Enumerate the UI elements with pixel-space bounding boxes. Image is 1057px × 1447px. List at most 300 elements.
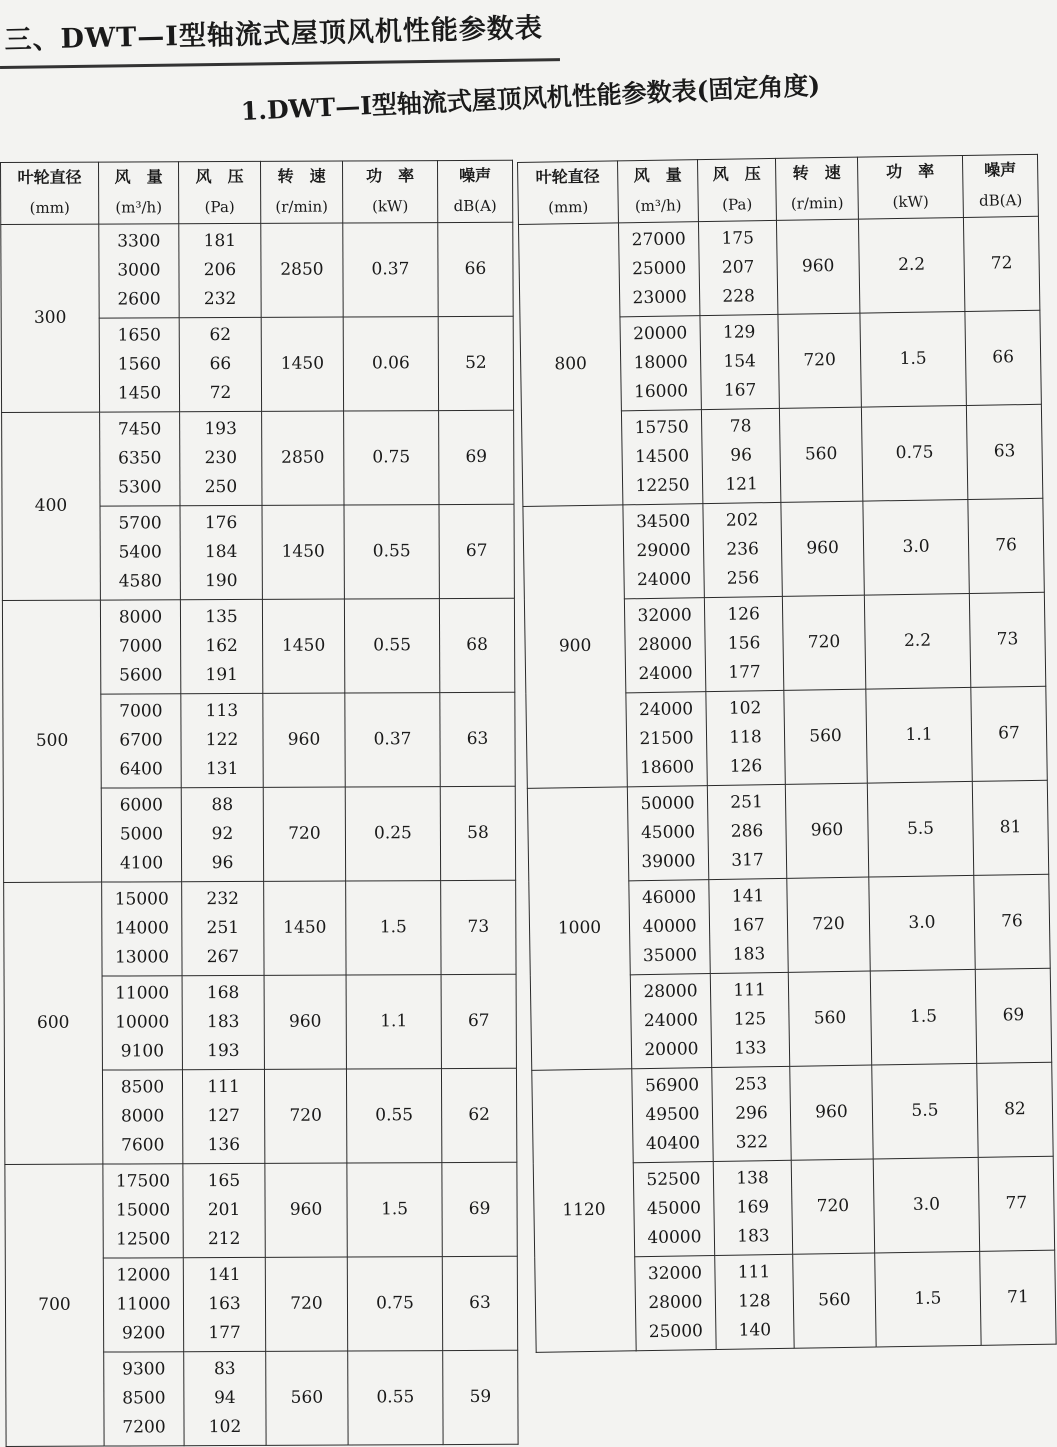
power-cell: 3.0 [869,875,975,971]
power-cell: 0.75 [344,410,439,504]
flow-value: 1650 [117,325,161,346]
pressure-value: 183 [732,943,766,965]
power-cell: 1.5 [860,311,966,407]
pressure-value: 126 [727,604,761,625]
noise-cell: 69 [439,410,514,504]
pressure-value: 167 [732,914,765,936]
table-row [523,498,1044,600]
flow-value: 7450 [117,419,162,440]
pressure-cell [700,314,779,409]
flow-value: 24000 [643,1010,699,1031]
pressure-value: 113 [205,700,239,721]
pressure-value: 267 [206,946,240,967]
flow-cell [99,318,179,412]
impeller-diameter-cell: 500 [2,600,101,882]
flow-cell [101,693,181,787]
pressure-value: 165 [207,1170,241,1191]
noise-cell: 77 [978,1156,1054,1251]
speed-cell: 560 [793,1253,876,1348]
noise-cell: 59 [443,1350,518,1444]
flow-value: 13000 [114,947,170,968]
pressure-value: 140 [738,1319,772,1341]
header-noise: 噪声 dB(A) [437,160,512,222]
pressure-cell [183,1163,265,1257]
flow-value: 28000 [643,981,698,1002]
noise-cell: 67 [439,504,514,598]
pressure-value: 168 [206,982,240,1003]
pressure-cell [179,317,261,411]
header-pressure: 风 压 (Pa) [179,161,261,223]
flow-value: 3000 [117,260,161,281]
noise-cell: 69 [975,968,1051,1063]
pressure-value: 184 [204,541,238,562]
header-power: 功 率 (kW) [857,156,963,219]
flow-value: 52500 [646,1169,701,1190]
pressure-cell [710,972,789,1067]
noise-cell: 58 [440,786,515,880]
header-flow: 风 量 (m³/h) [99,162,179,224]
flow-value: 5000 [119,824,164,845]
flow-value: 2600 [117,289,161,310]
flow-value: 10000 [115,1012,170,1033]
flow-value: 24000 [638,699,694,720]
pressure-value: 230 [204,447,238,468]
flow-value: 11000 [116,1294,171,1315]
pressure-cell [180,411,262,505]
pressure-value: 177 [728,662,761,683]
pressure-value: 193 [207,1040,240,1061]
flow-value: 32000 [647,1263,703,1284]
pressure-value: 102 [728,698,762,719]
flow-value: 40000 [642,916,697,937]
flow-value: 15750 [634,417,689,438]
flow-value: 9300 [122,1359,166,1380]
pressure-value: 66 [209,353,232,374]
flow-value: 7200 [122,1417,166,1438]
pressure-value: 118 [729,727,762,748]
flow-value: 56900 [644,1075,700,1096]
pressure-cell [182,975,264,1069]
flow-value: 11000 [115,983,170,1004]
pressure-value: 251 [730,792,763,813]
pressure-value: 133 [734,1037,767,1059]
pressure-value: 212 [207,1228,241,1249]
speed-cell: 960 [263,693,345,787]
speed-cell: 560 [779,407,862,502]
noise-cell: 76 [974,874,1050,969]
impeller-diameter-cell: 900 [523,505,627,789]
pressure-value: 127 [207,1105,240,1126]
noise-cell: 69 [442,1162,517,1256]
pressure-value: 177 [208,1322,241,1343]
speed-cell: 2850 [262,411,344,505]
header-row [1,160,513,224]
flow-value: 4580 [118,571,162,592]
pressure-cell [184,1351,266,1445]
header-pressure: 风 压 (Pa) [697,158,776,221]
flow-value: 8500 [120,1077,165,1098]
flow-value: 28000 [648,1292,703,1313]
pressure-value: 206 [203,259,237,280]
flow-cell [104,1351,184,1445]
flow-value: 21500 [639,728,694,749]
power-cell: 1.5 [347,1162,442,1256]
power-cell: 3.0 [863,499,969,595]
power-cell: 1.1 [346,974,441,1068]
power-cell: 0.37 [345,692,440,786]
flow-value: 49500 [645,1104,700,1125]
pressure-value: 296 [735,1102,768,1124]
flow-cell [629,879,710,974]
flow-value: 7000 [119,701,163,722]
flow-value: 28000 [637,634,693,655]
flow-cell [620,315,701,410]
flow-value: 46000 [641,887,697,908]
pressure-cell [698,220,777,315]
power-cell: 0.55 [344,598,439,692]
speed-cell: 720 [791,1159,874,1254]
impeller-diameter-cell: 700 [5,1164,104,1446]
flow-cell [626,691,707,786]
pressure-value: 126 [729,756,763,777]
flow-value: 12000 [116,1265,171,1286]
pressure-value: 207 [721,257,755,278]
flow-value: 24000 [636,569,692,590]
header-speed: 转 速 (r/min) [775,157,858,220]
pressure-value: 94 [214,1387,236,1408]
header-diameter: 叶轮直径 (mm) [518,161,619,224]
noise-cell: 76 [968,498,1044,593]
flow-value: 12500 [116,1229,171,1250]
flow-cell [103,1163,183,1257]
impeller-diameter-cell: 1000 [527,787,631,1071]
flow-value: 40000 [647,1227,702,1248]
flow-value: 5600 [119,665,163,686]
flow-value: 25000 [631,258,687,279]
pressure-value: 154 [723,351,757,372]
flow-value: 20000 [633,323,688,344]
pressure-cell [707,784,786,879]
pressure-value: 251 [206,917,240,938]
impeller-diameter-cell: 300 [1,224,100,412]
flow-value: 14500 [634,446,690,467]
noise-cell: 52 [438,316,513,410]
noise-cell: 62 [441,1068,516,1162]
flow-value: 32000 [637,605,692,626]
speed-cell: 560 [266,1351,348,1445]
flow-value: 23000 [632,287,687,308]
pressure-cell [179,223,261,317]
pressure-cell [181,787,263,881]
pressure-value: 125 [733,1008,767,1030]
pressure-value: 138 [736,1167,769,1189]
header-speed: 转 速 (r/min) [260,161,342,223]
power-cell: 3.0 [873,1157,979,1253]
flow-value: 6000 [119,795,163,816]
pressure-value: 167 [723,380,757,401]
speed-cell: 720 [265,1257,347,1351]
section-heading: 三、DWT—Ⅰ型轴流式屋顶风机性能参数表 [4,12,544,56]
speed-cell: 560 [784,689,867,784]
pressure-value: 136 [207,1134,241,1155]
pressure-cell [709,878,788,973]
pressure-value: 176 [204,512,238,533]
noise-cell: 63 [440,692,515,786]
noise-cell: 71 [980,1250,1056,1345]
speed-cell: 720 [782,595,865,690]
flow-cell [627,785,708,880]
flow-value: 34500 [635,511,691,532]
pressure-value: 169 [736,1196,770,1218]
power-cell: 0.55 [346,1068,441,1162]
spec-table-left [0,160,519,1447]
flow-cell [102,881,182,975]
header-diameter: 叶轮直径 (mm) [1,162,99,224]
pressure-value: 162 [205,635,238,656]
pressure-value: 121 [725,474,758,495]
flow-value: 6400 [119,759,163,780]
flow-value: 6350 [118,448,162,469]
heading-underline [0,58,560,69]
power-cell: 0.06 [343,316,438,410]
pressure-value: 250 [204,476,238,497]
flow-value: 8500 [122,1388,166,1409]
flow-cell [99,224,179,318]
flow-value: 16000 [633,381,689,402]
pressure-cell [180,599,262,693]
speed-cell: 720 [778,313,861,408]
header-row [518,154,1039,224]
flow-cell [103,1257,183,1351]
pressure-value: 128 [738,1290,771,1312]
header-flow: 风 量 (m³/h) [617,160,698,223]
pressure-value: 236 [726,539,759,560]
noise-cell: 68 [439,598,514,692]
flow-value: 8000 [120,1106,165,1127]
speed-cell: 960 [264,975,346,1069]
flow-value: 18000 [633,352,688,373]
pressure-value: 191 [205,664,239,685]
pressure-value: 183 [206,1011,240,1032]
flow-value: 45000 [646,1198,702,1219]
pressure-value: 96 [730,445,753,466]
impeller-diameter-cell: 600 [4,882,103,1164]
flow-cell [621,409,702,504]
noise-cell: 72 [963,216,1039,311]
noise-cell: 66 [965,310,1041,405]
pressure-value: 111 [737,1261,771,1283]
spec-table-right [517,154,1057,1353]
flow-value: 35000 [642,945,698,966]
flow-value: 50000 [640,793,695,814]
pressure-value: 88 [211,794,234,815]
pressure-cell [703,502,782,597]
flow-value: 15000 [115,1200,171,1221]
flow-value: 5400 [118,542,162,563]
noise-cell: 63 [966,404,1042,499]
speed-cell: 1450 [262,505,344,599]
pressure-value: 232 [206,888,239,909]
pressure-value: 111 [207,1076,240,1097]
flow-value: 25000 [648,1321,704,1342]
pressure-value: 253 [734,1073,768,1095]
pressure-value: 286 [730,820,764,842]
power-cell: 0.55 [344,504,439,598]
pressure-cell [182,1069,264,1163]
flow-value: 15000 [114,889,169,910]
pressure-value: 228 [722,286,756,307]
flow-value: 24000 [638,663,693,684]
flow-value: 45000 [640,822,696,843]
flow-value: 9100 [120,1041,165,1062]
header-noise: 噪声 dB(A) [962,154,1038,217]
pressure-cell [712,1066,791,1161]
flow-value: 9200 [121,1323,166,1344]
table-row [5,1162,517,1258]
pressure-value: 131 [205,758,239,779]
speed-cell: 1450 [261,317,343,411]
pressure-value: 78 [729,416,752,437]
pressure-cell [706,690,785,785]
noise-cell: 82 [977,1062,1053,1157]
pressure-value: 322 [735,1131,769,1153]
flow-cell [100,412,180,506]
table-row [518,216,1039,318]
table-row [2,598,514,694]
pressure-cell [701,408,780,503]
speed-cell: 560 [788,971,871,1066]
power-cell: 1.5 [346,880,441,974]
flow-cell [635,1255,716,1350]
speed-cell: 720 [787,877,870,972]
power-cell: 1.1 [866,687,972,783]
table-row [532,1062,1053,1164]
pressure-value: 317 [731,849,764,871]
pressure-cell [182,881,264,975]
pressure-value: 96 [211,852,234,873]
speed-cell: 960 [776,219,859,314]
pressure-cell [713,1160,792,1255]
pressure-value: 193 [204,418,237,439]
table-row [527,780,1048,882]
flow-value: 7000 [118,636,163,657]
pressure-value: 62 [209,324,232,345]
pressure-value: 201 [207,1199,241,1220]
flow-cell [623,503,704,598]
pressure-cell [180,505,262,599]
table-row [4,880,516,976]
noise-cell: 66 [438,222,513,316]
speed-cell: 960 [790,1065,873,1160]
pressure-value: 102 [208,1416,242,1437]
pressure-value: 83 [213,1358,236,1379]
power-cell: 0.37 [343,222,438,316]
flow-cell [618,221,699,316]
pressure-value: 202 [725,510,759,531]
pressure-value: 183 [737,1225,770,1247]
table-row [1,222,513,318]
speed-cell: 960 [781,501,864,596]
pressure-value: 156 [727,633,761,654]
pressure-value: 163 [208,1293,241,1314]
flow-value: 27000 [631,229,686,250]
flow-cell [100,505,180,599]
flow-value: 18600 [639,757,695,778]
noise-cell: 63 [442,1256,517,1350]
flow-value: 17500 [115,1171,171,1192]
impeller-diameter-cell: 1120 [532,1069,636,1353]
noise-cell: 81 [972,780,1048,875]
power-cell: 0.25 [345,786,440,880]
flow-value: 5700 [118,513,162,534]
flow-value: 3300 [117,231,161,252]
flow-value: 1450 [117,383,162,404]
power-cell: 5.5 [872,1063,978,1159]
flow-cell [102,975,182,1069]
pressure-cell [715,1254,794,1349]
flow-cell [630,973,711,1068]
pressure-value: 72 [209,382,232,403]
flow-cell [624,597,705,692]
pressure-value: 92 [211,823,234,844]
flow-value: 6700 [119,730,163,751]
speed-cell: 720 [263,787,345,881]
speed-cell: 1450 [264,881,346,975]
power-cell: 0.75 [347,1256,442,1350]
flow-cell [102,1069,182,1163]
flow-value: 4100 [119,853,164,874]
flow-cell [100,599,180,693]
flow-value: 7600 [121,1135,165,1156]
speed-cell: 720 [264,1069,346,1163]
header-power: 功 率 (kW) [342,161,437,223]
speed-cell: 960 [265,1163,347,1257]
noise-cell: 73 [441,880,516,974]
power-cell: 0.75 [861,405,967,501]
flow-value: 20000 [644,1039,699,1060]
flow-value: 1560 [117,354,162,375]
impeller-diameter-cell: 400 [2,412,101,600]
pressure-cell [183,1257,265,1351]
pressure-value: 122 [205,729,239,750]
flow-value: 5300 [118,477,162,498]
pressure-cell [704,596,783,691]
flow-value: 39000 [641,851,696,872]
flow-cell [101,787,181,881]
power-cell: 2.2 [858,217,964,313]
pressure-value: 141 [208,1264,241,1285]
pressure-cell [181,693,263,787]
speed-cell: 2850 [261,223,343,317]
power-cell: 1.5 [870,969,976,1065]
flow-value: 29000 [636,540,691,561]
pressure-value: 129 [722,322,756,343]
table-title: 1.DWT—Ⅰ型轴流式屋顶风机性能参数表(固定角度) [240,70,821,126]
pressure-value: 135 [205,606,238,627]
noise-cell: 67 [441,974,516,1068]
pressure-value: 232 [203,288,237,309]
impeller-diameter-cell: 800 [518,223,622,507]
pressure-value: 190 [205,570,238,591]
flow-value: 14000 [114,918,169,939]
power-cell: 1.5 [875,1251,981,1347]
noise-cell: 73 [969,592,1045,687]
flow-value: 40400 [645,1133,701,1154]
power-cell: 5.5 [867,781,973,877]
speed-cell: 1450 [262,599,344,693]
flow-cell [632,1067,713,1162]
table-row [2,410,514,506]
